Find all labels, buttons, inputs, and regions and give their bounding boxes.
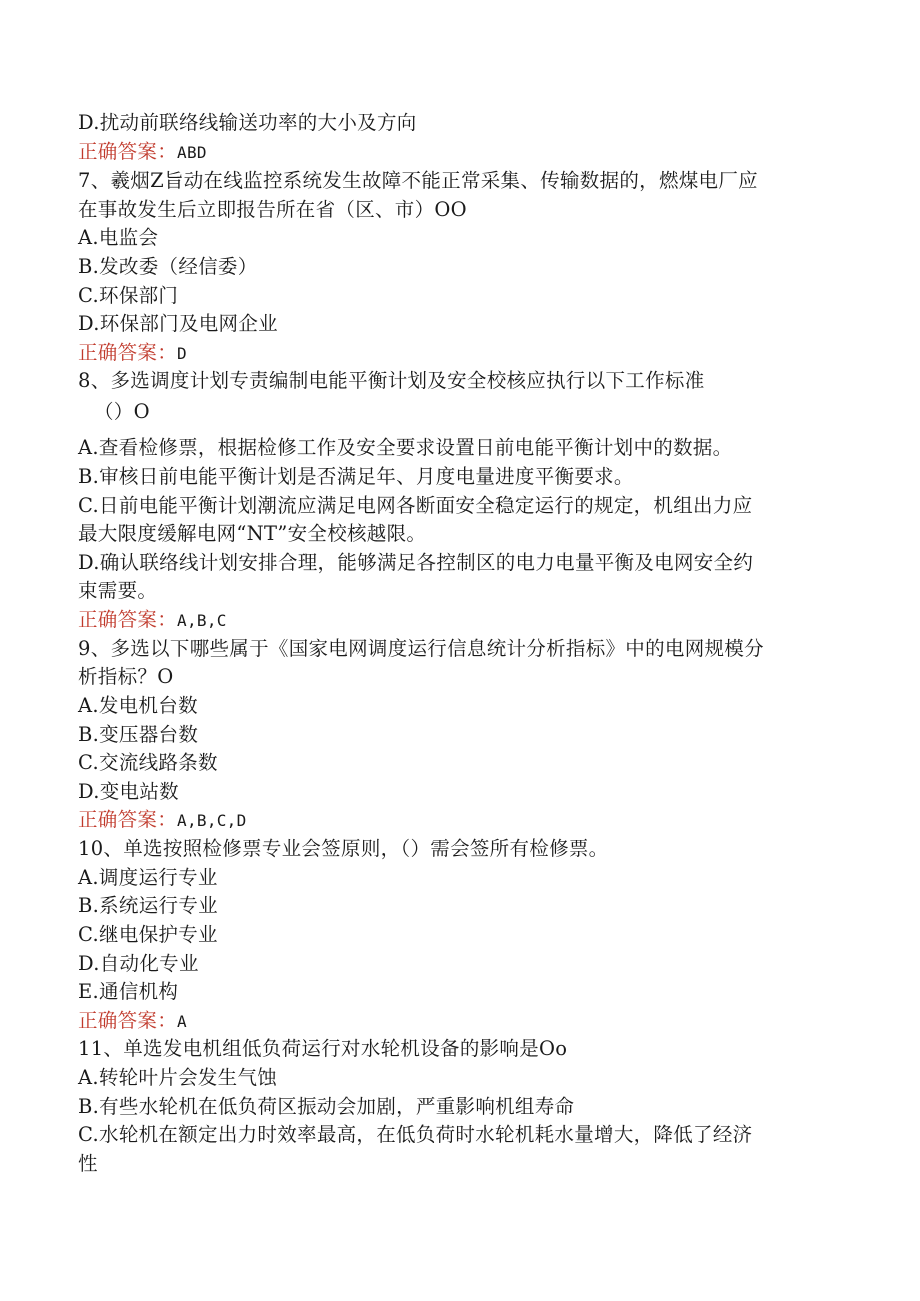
question-7-line-1: 7、羲烟Z旨动在线监控系统发生故障不能正常采集、传输数据的，燃煤电厂应 (78, 169, 758, 192)
answer-label: 正确答案： (78, 341, 178, 364)
option-c-q10: C.继电保护专业 (78, 923, 218, 946)
option-c-q8-line-1: C.日前电能平衡计划潮流应满足电网各断面安全稳定运行的规定，机组出力应 (78, 494, 753, 517)
answer-q7 (78, 339, 187, 368)
question-8-line-1: 8、多选调度计划专责编制电能平衡计划及安全校核应执行以下工作标准 (78, 369, 705, 392)
option-a-q9: A.发电机台数 (78, 694, 198, 717)
answer-label: 正确答案： (78, 1009, 178, 1032)
answer-q9 (78, 806, 247, 835)
answer-value: ABD (177, 143, 207, 162)
answer-label: 正确答案： (78, 140, 178, 163)
answer-q8 (78, 606, 227, 635)
question-11: 11、单选发电机组低负荷运行对水轮机设备的影响是Oo (78, 1037, 568, 1060)
answer-label: 正确答案： (78, 608, 178, 631)
option-b-q7: B.发改委（经信委） (78, 255, 258, 278)
option-d-q8-line-1: D.确认联络线计划安排合理，能够满足各控制区的电力电量平衡及电网安全约 (78, 551, 754, 574)
option-d-q8-line-2: 束需要。 (78, 579, 158, 602)
question-9-line-2: 析指标？O (78, 665, 174, 688)
question-7-line-2: 在事故发生后立即报告所在省（区、市）OO (78, 198, 467, 221)
answer-value: A,B,C,D (177, 811, 247, 830)
option-c-q9: C.交流线路条数 (78, 751, 218, 774)
option-c-q11-line-1: C.水轮机在额定出力时效率最高，在低负荷时水轮机耗水量增大，降低了经济 (78, 1123, 753, 1146)
answer-q6 (78, 138, 207, 167)
answer-value: A (177, 1012, 187, 1031)
option-b-q8: B.审核日前电能平衡计划是否满足年、月度电量进度平衡要求。 (78, 465, 634, 488)
option-b-q9: B.变压器台数 (78, 723, 199, 746)
answer-value: A,B,C (177, 611, 227, 630)
option-a-q11: A.转轮叶片会发生气蚀 (78, 1066, 278, 1089)
question-8-line-2: （）O (94, 400, 150, 423)
question-10: 10、单选按照检修票专业会签原则，（）需会签所有检修票。 (78, 837, 609, 860)
option-a-q7: A.电监会 (78, 226, 159, 249)
answer-q10 (78, 1007, 187, 1036)
option-a-q8: A.查看检修票，根据检修工作及安全要求设置日前电能平衡计划中的数据。 (78, 436, 733, 459)
option-d-q6: D.扰动前联络线输送功率的大小及方向 (78, 111, 417, 134)
question-9-line-1: 9、多选以下哪些属于《国家电网调度运行信息统计分析指标》中的电网规模分 (78, 637, 764, 660)
option-e-q10: E.通信机构 (78, 980, 179, 1003)
answer-value: D (177, 344, 187, 363)
answer-label: 正确答案： (78, 808, 178, 831)
option-c-q7: C.环保部门 (78, 284, 179, 307)
option-b-q11: B.有些水轮机在低负荷区振动会加剧，严重影响机组寿命 (78, 1095, 575, 1118)
option-a-q10: A.调度运行专业 (78, 866, 218, 889)
option-b-q10: B.系统运行专业 (78, 894, 218, 917)
option-c-q8-line-2: 最大限度缓解电网“NT”安全校核越限。 (78, 522, 427, 545)
option-d-q7: D.环保部门及电网企业 (78, 312, 278, 335)
option-d-q9: D.变电站数 (78, 780, 179, 803)
option-c-q11-line-2: 性 (78, 1152, 98, 1175)
option-d-q10: D.自动化专业 (78, 952, 199, 975)
